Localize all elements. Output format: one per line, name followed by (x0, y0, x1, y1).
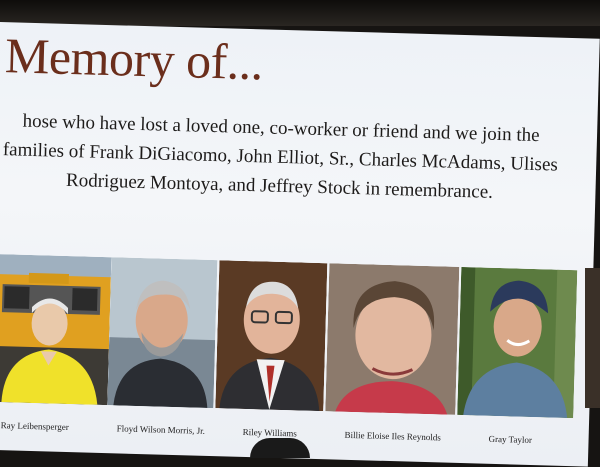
slide-title: Memory of... (4, 27, 264, 91)
photo-gray-taylor (457, 267, 577, 418)
photo-floyd-wilson-morris (107, 257, 217, 408)
memorial-photos (0, 254, 593, 467)
room-dark-top (0, 0, 600, 26)
slide-edge (585, 268, 600, 408)
caption-name: Riley Williams (242, 426, 298, 439)
photo-ray-leibensperger (0, 254, 111, 405)
photo-riley-williams (215, 260, 327, 411)
audience-head-silhouette (250, 438, 310, 458)
projected-slide (0, 22, 600, 467)
caption-name: Ray Leibensperger (0, 420, 69, 433)
remembrance-message: hose who have lost a loved one, co-worker or friend and we join the families of Frank DiGiacomo, John Elliot, Sr., Charles McAdams, Ulises Rodriguez Montoya, and Jeffrey Stock in remembrance. (2, 110, 559, 203)
caption-name: Floyd Wilson Morris, Jr. (116, 423, 206, 436)
photo-billie-eloise-iles-reynolds (325, 263, 459, 415)
caption-name: Gray Taylor (488, 433, 533, 446)
caption-name: Billie Eloise Iles Reynolds (344, 429, 441, 443)
